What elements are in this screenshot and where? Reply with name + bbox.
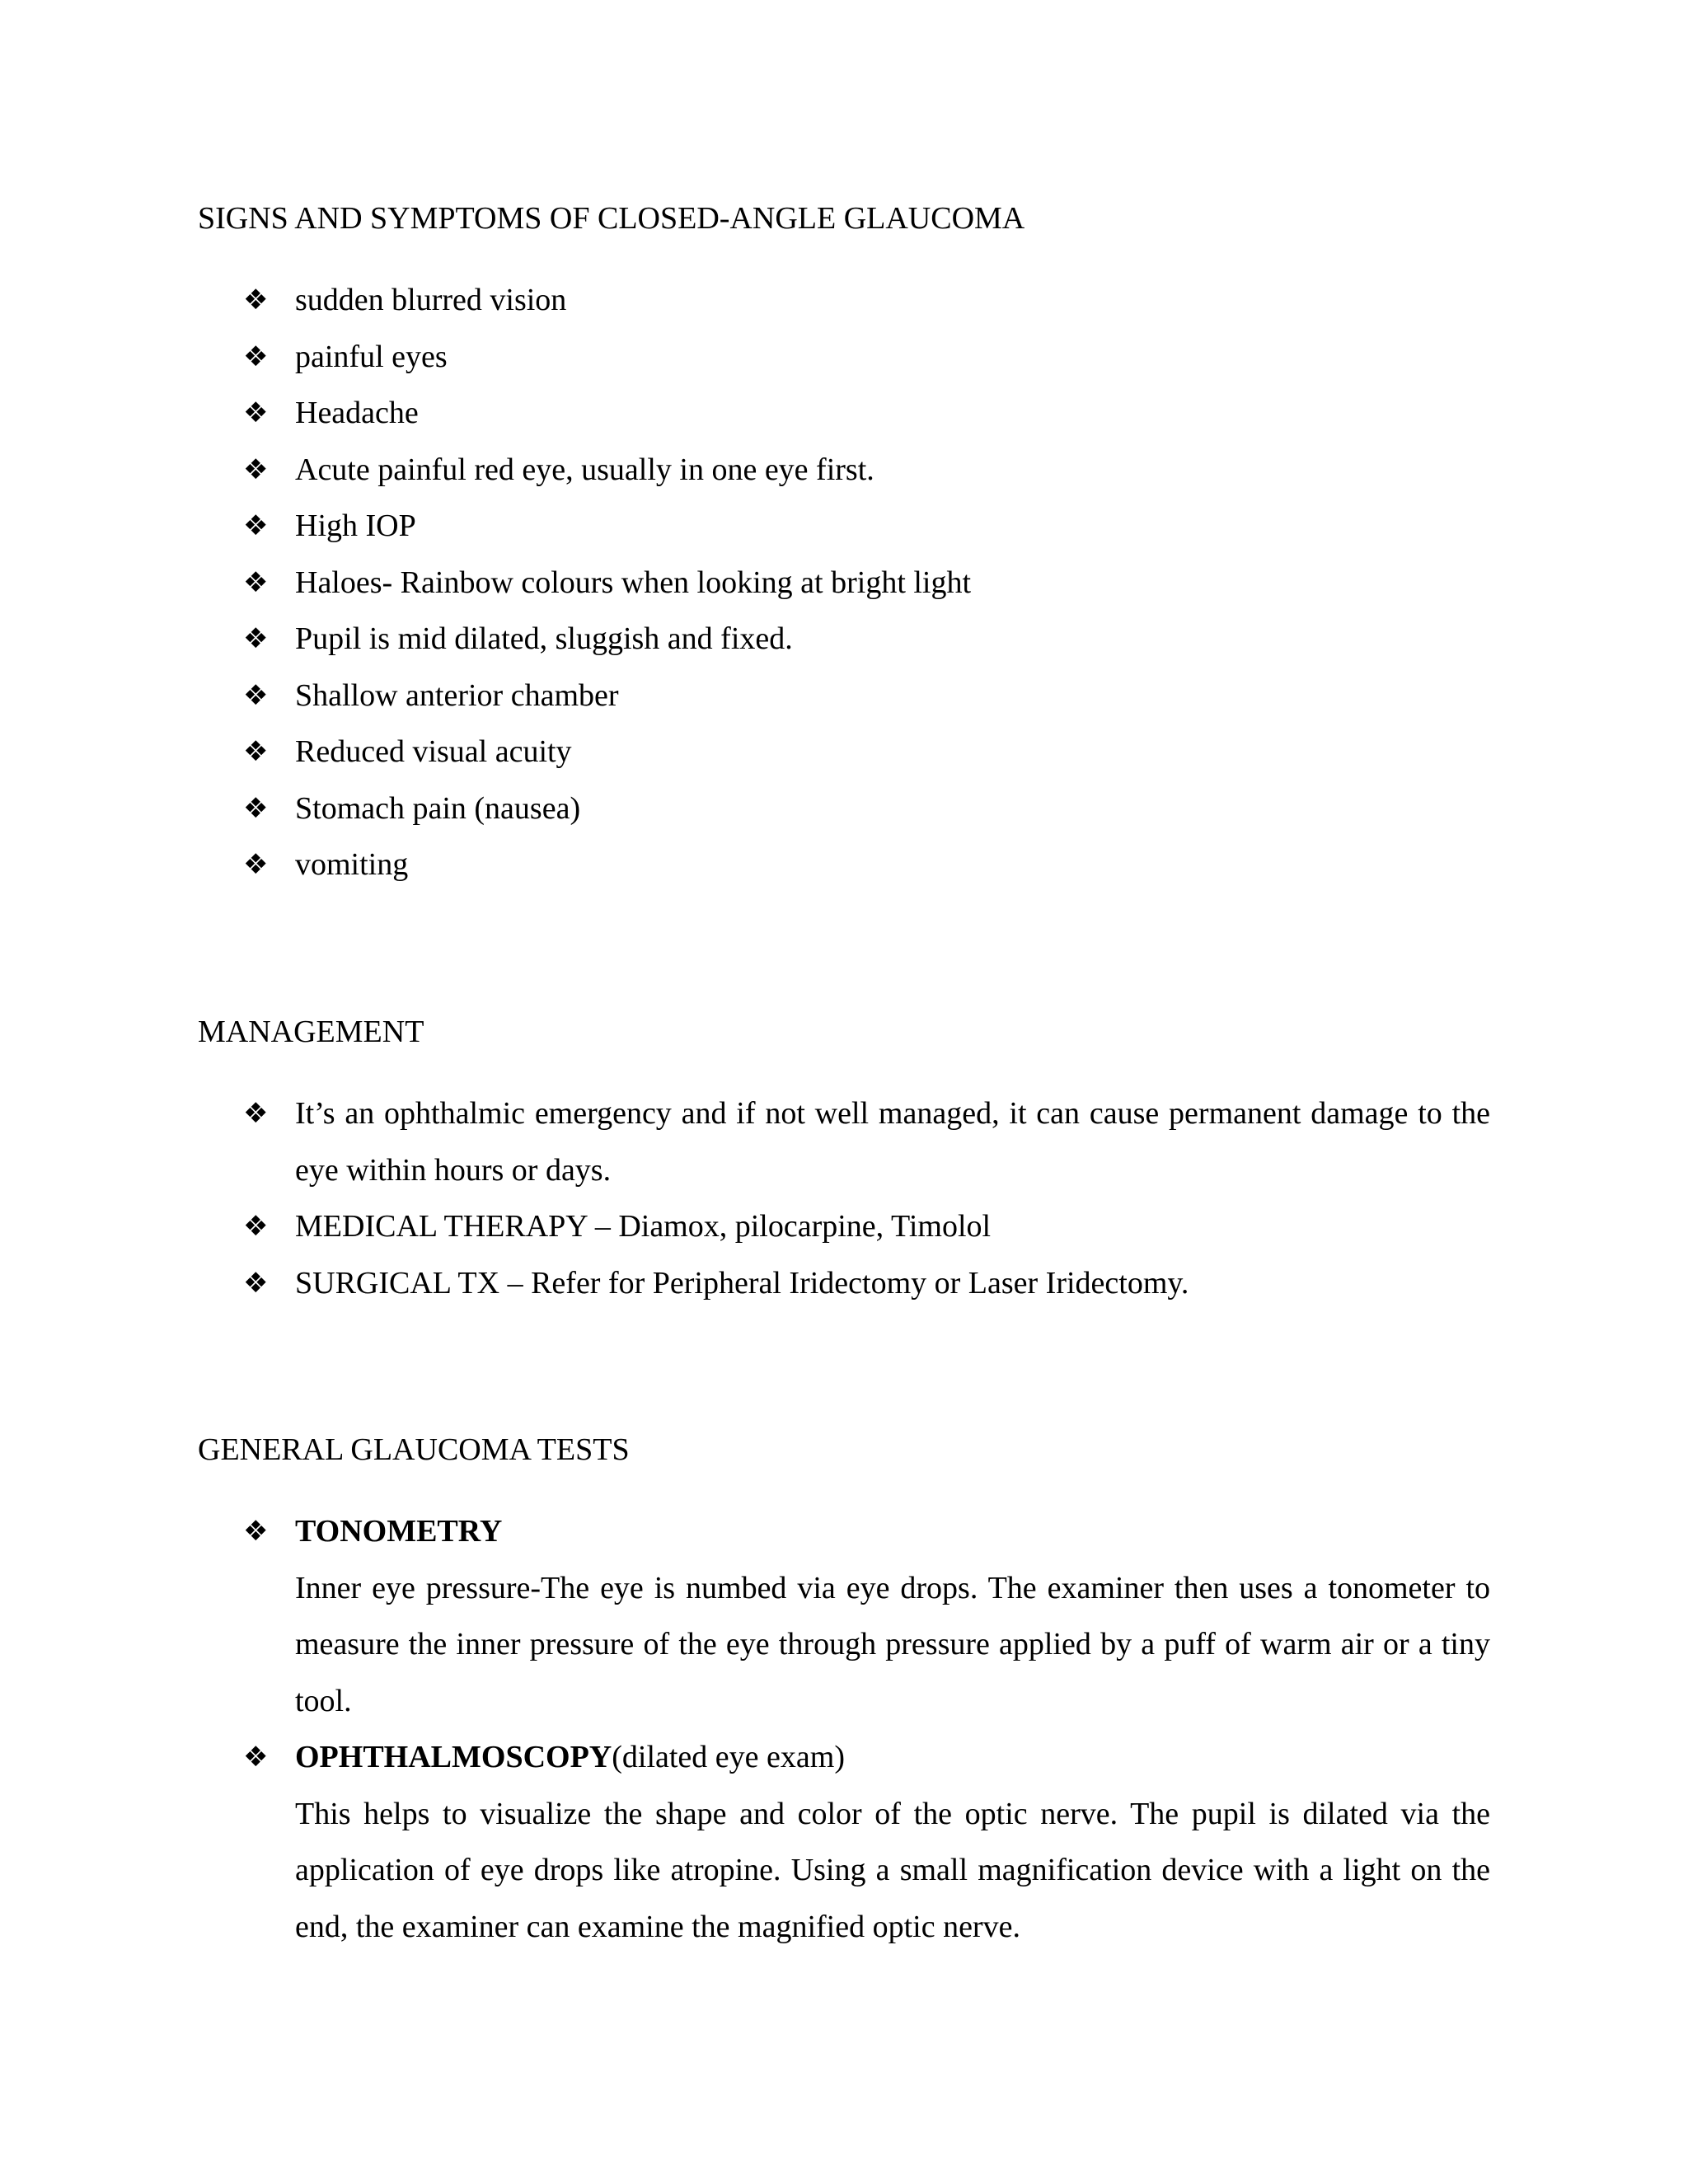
diamond-bullet-icon: ❖ [243,848,269,881]
list-item [0,1729,1490,1955]
diamond-bullet-icon: ❖ [243,678,269,712]
list-item [0,1503,1490,1729]
list-item-text: Pupil is mid dilated, sluggish and fixed. [295,621,793,656]
diamond-bullet-icon: ❖ [243,565,269,599]
list-item [0,780,1490,837]
list-item [0,837,1490,893]
list-item [0,668,1490,724]
list-item [0,1085,1490,1198]
list-item [0,385,1490,442]
management-heading: MANAGEMENT [198,1015,424,1049]
list-item-text: Haloes- Rainbow colours when looking at bright light [295,565,972,600]
diamond-bullet-icon: ❖ [243,791,269,825]
test-description: This helps to visualize the shape and color of the optic nerve. The pupil is dilated via the application of eye drops like atropine. Using a small magnification device with a light on the end, the examiner can examine the magnified optic nerve. [295,1796,1490,1944]
list-item-text: Reduced visual acuity [295,734,572,769]
diamond-bullet-icon: ❖ [243,452,269,486]
diamond-bullet-icon: ❖ [243,340,269,373]
diamond-bullet-icon: ❖ [243,1266,269,1300]
list-item-text: Shallow anterior chamber [295,677,619,713]
glaucoma-tests-heading: GENERAL GLAUCOMA TESTS [198,1432,630,1467]
test-description: Inner eye pressure-The eye is numbed via eye drops. The examiner then uses a tonometer to measure the inner pressure of the eye through pressure applied by a puff of warm air or a tiny tool. [295,1570,1490,1718]
list-item [0,442,1490,499]
test-title: TONOMETRY [295,1514,503,1549]
list-item-text: painful eyes [295,339,448,374]
test-title: OPHTHALMOSCOPY [295,1740,612,1774]
list-item [0,272,1490,329]
diamond-bullet-icon: ❖ [243,284,269,316]
diamond-bullet-icon: ❖ [243,622,269,655]
diamond-bullet-icon: ❖ [243,396,269,429]
signs-symptoms-heading: SIGNS AND SYMPTOMS OF CLOSED-ANGLE GLAUCOMA [198,201,1025,236]
list-item-text: It’s an ophthalmic emergency and if not well managed, it can cause permanent damage to the eye within hours or days. [295,1096,1490,1188]
list-item [0,724,1490,780]
list-item [0,1255,1490,1312]
signs-symptoms-list [0,272,1688,893]
list-item [0,329,1490,386]
list-item [0,1198,1490,1255]
diamond-bullet-icon: ❖ [243,735,269,768]
diamond-bullet-icon: ❖ [243,509,269,542]
list-item-text: Stomach pain (nausea) [295,790,581,826]
glaucoma-tests-list [0,1503,1688,1955]
diamond-bullet-icon: ❖ [243,1097,269,1130]
list-item-text: High IOP [295,509,416,543]
list-item [0,555,1490,612]
list-item-text: vomiting [295,847,409,882]
list-item-text: MEDICAL THERAPY – Diamox, pilocarpine, Timolol [295,1209,992,1244]
test-title-suffix: (dilated eye exam) [612,1740,845,1774]
list-item-text: Headache [295,396,419,430]
diamond-bullet-icon: ❖ [243,1515,269,1548]
list-item [0,498,1490,555]
list-item-text: Acute painful red eye, usually in one eye first. [295,452,874,487]
management-list [0,1085,1688,1311]
list-item-text: SURGICAL TX – Refer for Peripheral Iridectomy or Laser Iridectomy. [295,1265,1189,1301]
diamond-bullet-icon: ❖ [243,1210,269,1243]
list-item-text: sudden blurred vision [295,283,567,317]
diamond-bullet-icon: ❖ [243,1741,269,1774]
list-item [0,611,1490,668]
